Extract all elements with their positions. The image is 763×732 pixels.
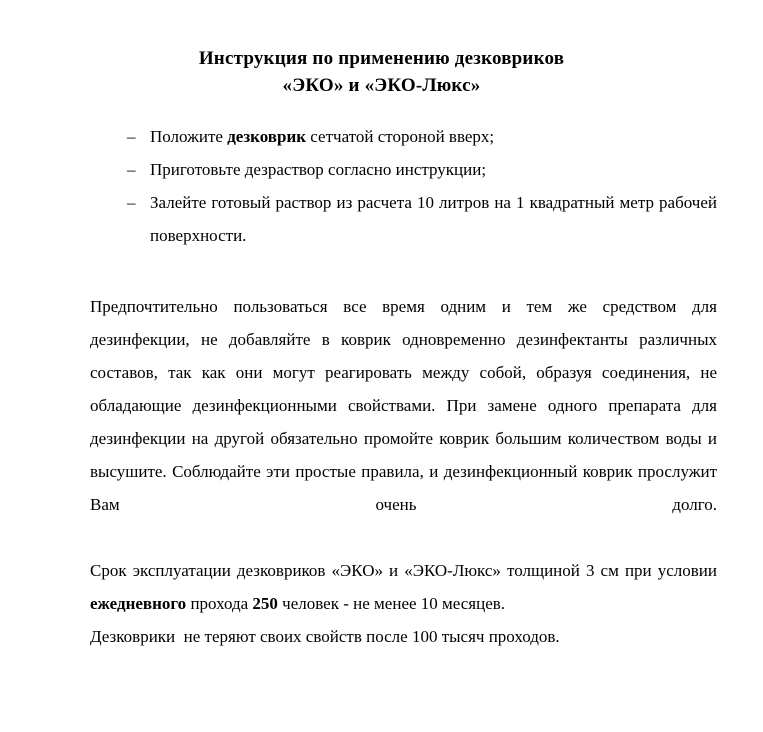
dash-bullet: –: [127, 160, 136, 179]
bold-term: ежедневного: [90, 594, 187, 613]
list-item-text: сетчатой стороной вверх;: [306, 127, 495, 146]
list-item-text: Положите: [150, 127, 228, 146]
bold-term: дезковрик: [227, 127, 307, 146]
document-body: [90, 120, 717, 653]
dash-bullet: –: [127, 127, 136, 146]
page-title-line2: «ЭКО» и «ЭКО-Люкс»: [282, 75, 481, 96]
instruction-list: [90, 120, 717, 252]
list-item-text: Приготовьте дезраствор согласно инструкции;: [150, 160, 487, 179]
paragraph-lifetime-text: Срок эксплуатации дезковриков «ЭКО» и «ЭКО-Люкс» толщиной 3 см при условии: [90, 561, 717, 580]
list-item: [90, 186, 717, 252]
list-item: [90, 120, 717, 153]
paragraph-lifetime-text: человек - не менее 10 месяцев.: [277, 594, 506, 613]
dash-bullet: –: [127, 193, 136, 212]
paragraph-lifetime: [90, 554, 717, 620]
paragraph-usage: Предпочтительно пользоваться все время одним и тем же средством для дезинфекции, не добавляйте в коврик одновременно дезинфектанты различных составов, так как они могут реагировать между собой, образуя соединения, не обладающие дезинфекционными свойствами. При замене одного препарата для дезинфекции на другой обязательно промойте коврик большим количеством воды и высушите. Соблюдайте эти простые правила, и дезинфекционный коврик прослужит Вам очень долго.: [90, 297, 717, 514]
paragraph-lifetime-text: прохода: [186, 594, 253, 613]
paragraph-durability: Дезковрики не теряют своих свойств после 100 тысяч проходов.: [90, 627, 560, 646]
page-title: [0, 0, 763, 99]
list-item: [90, 153, 717, 186]
bold-term: 250: [252, 594, 278, 613]
list-item-text: Залейте готовый раствор из расчета 10 литров на 1 квадратный метр рабочей поверхности.: [150, 193, 717, 245]
page-title-line1: Инструкция по применению дезковриков: [198, 48, 565, 69]
